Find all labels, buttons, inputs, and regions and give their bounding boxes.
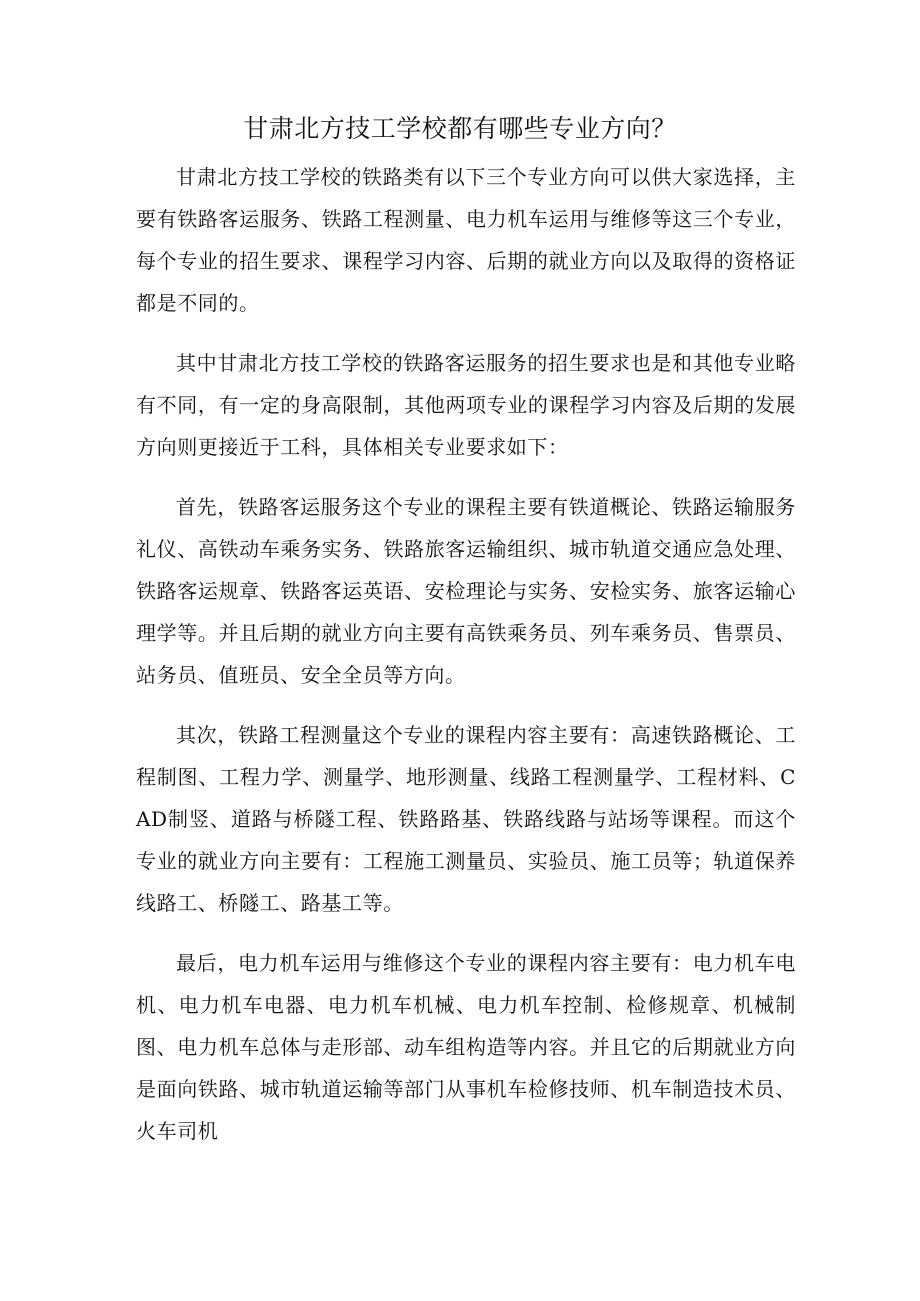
paragraph-passenger-service: 首先，铁路客运服务这个专业的课程主要有铁道概论、铁路运输服务礼仪、高铁动车乘务实务、铁路旅客运输组织、城市轨道交通应急处理、铁路客运规章、铁路客运英语、安检理论与实务、安检实务、旅客运输心理学等。并且后期的就业方向主要有高铁乘务员、列车乘务员、售票员、站务员、值班员、安全全员等方向。 xyxy=(136,495,796,687)
paragraph-locomotive-maintenance: 最后，电力机车运用与维修这个专业的课程内容主要有：电力机车电机、电力机车电器、电力机车机械、电力机车控制、检修规章、机械制图、电力机车总体与走形部、动车组构造等内容。并且它的后期就业方向是面向铁路、城市轨道运输等部门从事机车检修技师、机车制造技术员、火车司机 xyxy=(136,951,796,1143)
paragraph-requirements: 其中甘肃北方技工学校的铁路客运服务的招生要求也是和其他专业略有不同，有一定的身高限制，其他两项专业的课程学习内容及后期的发展方向则更接近于工科，具体相关专业要求如下： xyxy=(136,351,796,459)
paragraph-intro: 甘肃北方技工学校的铁路类有以下三个专业方向可以供大家选择，主要有铁路客运服务、铁路工程测量、电力机车运用与维修等这三个专业，每个专业的招生要求、课程学习内容、后期的就业方向以及取得的资格证都是不同的。 xyxy=(136,165,796,315)
document-title: 甘肃北方技工学校都有哪些专业方向？ xyxy=(243,114,677,143)
paragraph-engineering-survey: 其次，铁路工程测量这个专业的课程内容主要有：高速铁路概论、工程制图、工程力学、测量学、地形测量、线路工程测量学、工程材料、CAD制竖、道路与桥隧工程、铁路路基、铁路线路与站场等课程。而这个专业的就业方向主要有：工程施工测量员、实验员、施工员等；轨道保养线路工、桥隧工、路基工等。 xyxy=(136,723,796,915)
document-body xyxy=(136,156,796,1170)
